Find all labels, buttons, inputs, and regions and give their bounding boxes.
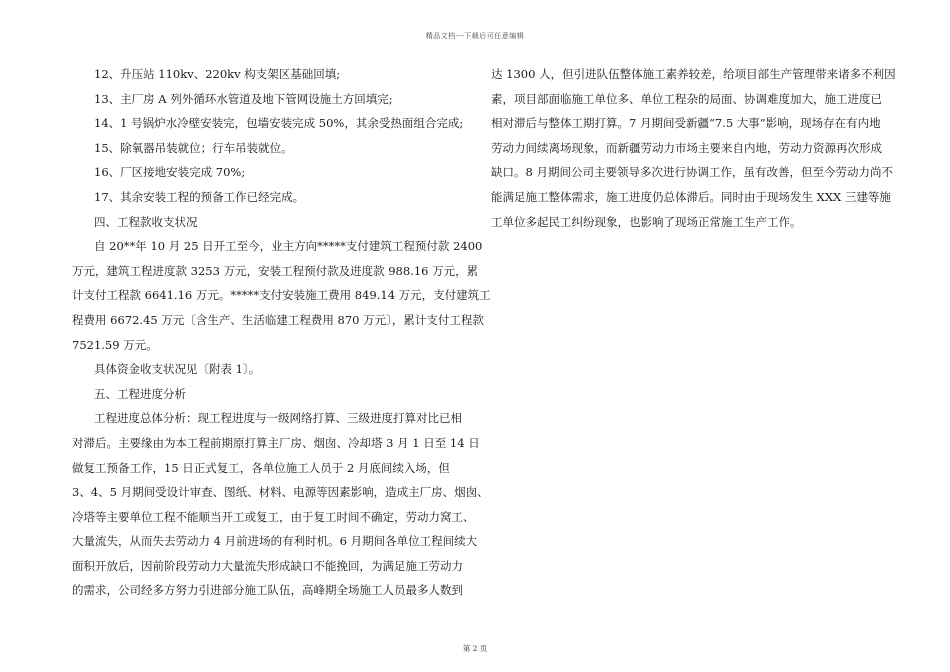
text-line: 万元，建筑工程进度款 3253 万元，安装工程预付款及进度款 988.16 万元，累: [72, 263, 479, 278]
text-line: 劳动力间续离场现象，而新疆劳动力市场主要来自内地，劳动力资源再次形成: [491, 140, 882, 155]
left-column: [72, 62, 491, 603]
text-line: 17、其余安装工程的预备工作已经完成。: [94, 189, 305, 204]
page-number: 第 2 页: [462, 644, 488, 653]
text-line: 14、1 号锅炉水冷壁安装完，包墙安装完成 50%，其余受热面组合完成;: [94, 116, 464, 131]
text-line: 12、升压站 110kv、220kv 构支架区基础回填;: [94, 67, 341, 81]
text-line: 16、厂区接地安装完成 70%;: [94, 165, 246, 180]
text-line: 对滞后。主要缘由为本工程前期原打算主厂房、烟囱、冷却塔 3 月 1 日至 14 日: [72, 435, 480, 450]
text-line: 计支付工程款 6641.16 万元。*****支付安装施工费用 849.14 万元，支付建筑工: [72, 288, 491, 303]
text-line: 缺口。8 月期间公司主要领导多次进行协调工作，虽有改善，但至今劳动力尚不: [491, 165, 893, 180]
text-line: 达 1300 人，但引进队伍整体施工素养较差，给项目部生产管理带来诸多不利因: [491, 67, 896, 81]
text-line: 工单位多起民工纠纷现象，也影响了现场正常施工生产工作。: [491, 214, 802, 229]
text-line: 程费用 6672.45 万元〔含生产、生活临建工程费用 870 万元〕，累计支付工程款: [72, 312, 484, 327]
text-line: 四、工程款收支状况: [94, 214, 198, 229]
text-line: 13、主厂房 A 列外循环水管道及地下管网设施土方回填完;: [94, 91, 393, 106]
text-line: 3、4、5 月期间受设计审查、图纸、材料、电源等因素影响，造成主厂房、烟囱、: [72, 485, 489, 500]
text-line: 工程进度总体分析：现工程进度与一级网络打算、三级进度打算对比已相: [94, 411, 462, 426]
text-line: 大量流失，从而失去劳动力 4 月前进场的有利时机。6 月期间各单位工程间续大: [72, 534, 478, 549]
text-line: 具体资金收支状况见〔附表 1〕。: [94, 362, 261, 377]
text-line: 能满足施工整体需求，施工进度仍总体滞后。同时由于现场发生 XXX 三建等施: [491, 189, 891, 204]
text-line: 15、除氧器吊装就位；行车吊装就位。: [94, 140, 293, 155]
text-line: 五、工程进度分析: [94, 386, 186, 401]
text-line: 自 20**年 10 月 25 日开工至今，业主方向*****支付建筑工程预付款 2400: [94, 239, 483, 254]
text-line: 冷塔等主要单位工程不能顺当开工或复工，由于复工时间不确定，劳动力窝工、: [72, 509, 475, 524]
text-line: 做复工预备工作，15 日正式复工，各单位施工人员于 2 月底间续入场，但: [72, 460, 450, 475]
text-line: 面积开放后，因前阶段劳动力大量流失形成缺口不能挽回，为满足施工劳动力: [72, 558, 463, 573]
text-line: 素，项目部面临施工单位多、单位工程杂的局面、协调难度加大，施工进度已: [491, 91, 882, 106]
page-header: 精品文档---下载后可任意编辑: [425, 32, 525, 40]
right-column: [491, 62, 896, 234]
text-line: 的需求，公司经多方努力引进部分施工队伍，高峰期全场施工人员最多人数到: [72, 583, 463, 598]
text-line: 7521.59 万元。: [72, 337, 158, 352]
text-line: 相对滞后与整体工期打算。7 月期间受新疆“7.5 大事”影响，现场存在有内地: [491, 116, 881, 131]
